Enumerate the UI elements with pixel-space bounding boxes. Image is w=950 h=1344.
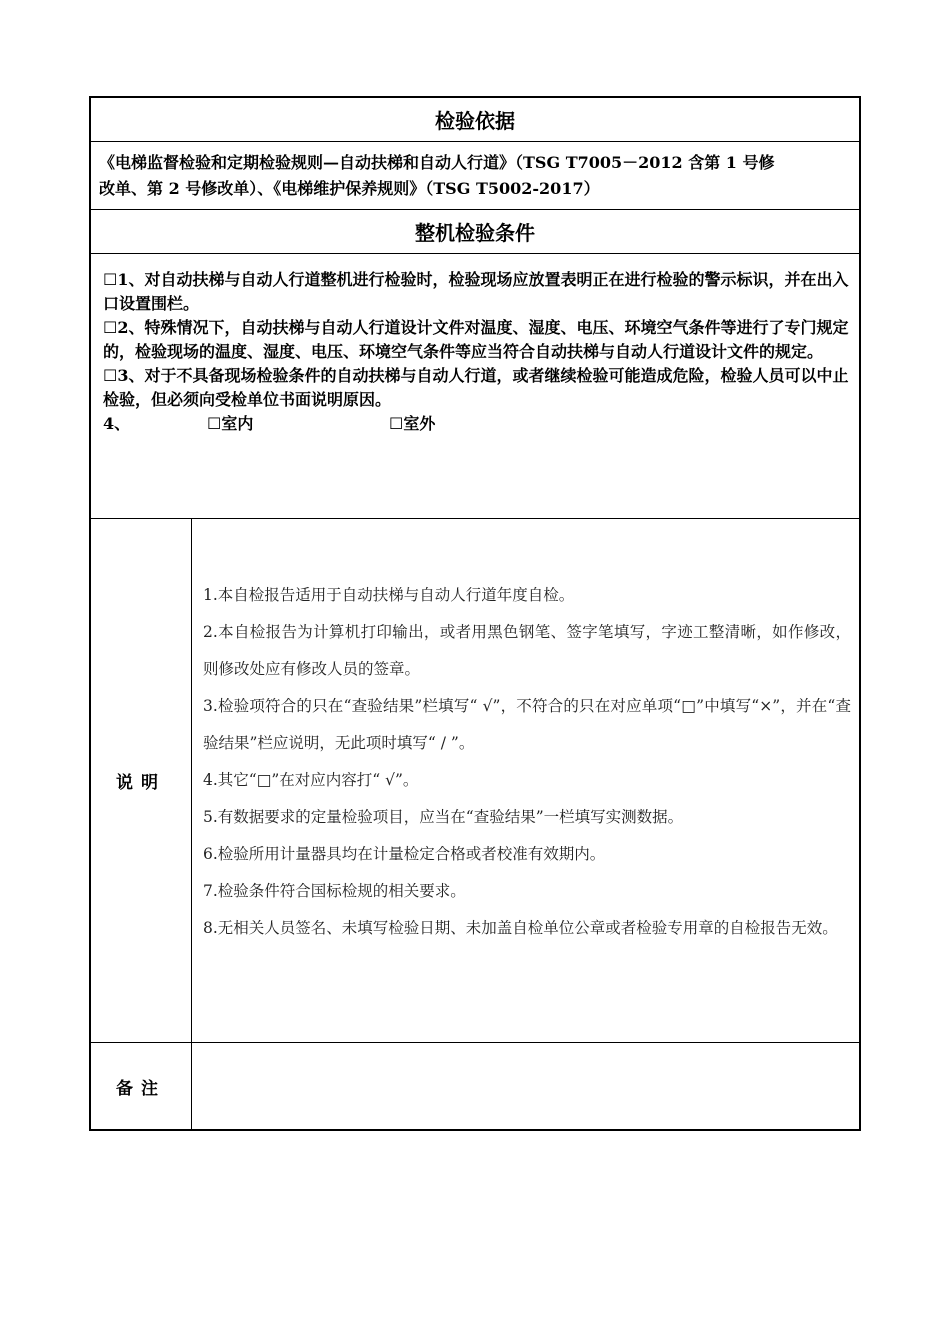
option-outdoor[interactable] bbox=[389, 412, 435, 436]
note-item-6: 6.检验所用计量器具均在计量检定合格或者校准有效期内。 bbox=[203, 845, 606, 863]
remarks-field[interactable] bbox=[192, 1043, 859, 1129]
option-outdoor-label: 室外 bbox=[403, 414, 436, 433]
condition-item-3-text: 3、对于不具备现场检验条件的自动扶梯与自动人行道，或者继续检验可能造成危险，检验人员可以中止检验，但必须向受检单位书面说明原因。 bbox=[103, 366, 849, 409]
condition-item-2 bbox=[103, 316, 853, 364]
conditions-body-row bbox=[91, 254, 859, 519]
conditions-title: 整机检验条件 bbox=[415, 221, 535, 245]
condition-item-4 bbox=[103, 412, 853, 436]
condition-item-1 bbox=[103, 268, 853, 316]
condition-item-1-text: 1、对自动扶梯与自动人行道整机进行检验时，检验现场应放置表明正在进行检验的警示标识，并在出入口设置围栏。 bbox=[103, 270, 849, 313]
basis-title: 检验依据 bbox=[435, 109, 515, 133]
checkbox-indoor[interactable]: ☐ bbox=[207, 414, 222, 433]
basis-text-row bbox=[91, 142, 859, 210]
condition-item-3 bbox=[103, 364, 853, 412]
note-item-1: 1.本自检报告适用于自动扶梯与自动人行道年度自检。 bbox=[203, 586, 575, 604]
checkbox-outdoor[interactable]: ☐ bbox=[389, 414, 404, 433]
condition-item-4-number: 4、 bbox=[103, 414, 131, 433]
notes-row bbox=[91, 519, 859, 1043]
note-item-8: 8.无相关人员签名、未填写检验日期、未加盖自检单位公章或者检验专用章的自检报告无效。 bbox=[203, 919, 838, 937]
notes-content bbox=[192, 519, 859, 1042]
checkbox-condition-2[interactable]: ☐ bbox=[103, 318, 118, 337]
note-item-3: 3.检验项符合的只在“查验结果”栏填写“ √”，不符合的只在对应单项“□”中填写“×”，并在“查验结果”栏应说明，无此项时填写“ / ”。 bbox=[203, 697, 851, 752]
condition-item-2-text: 2、特殊情况下，自动扶梯与自动人行道设计文件对温度、湿度、电压、环境空气条件等进行了专门规定的，检验现场的温度、湿度、电压、环境空气条件等应当符合自动扶梯与自动人行道设计文件的规定。 bbox=[103, 318, 849, 361]
note-item-7: 7.检验条件符合国标检规的相关要求。 bbox=[203, 882, 466, 900]
checkbox-condition-3[interactable]: ☐ bbox=[103, 366, 118, 385]
basis-line-2: 改单、第 2 号修改单）、《电梯维护保养规则》（TSG T5002-2017） bbox=[99, 179, 600, 198]
inspection-form-table bbox=[89, 96, 861, 1131]
basis-heading-row bbox=[91, 98, 859, 142]
note-item-2: 2.本自检报告为计算机打印输出，或者用黑色钢笔、签字笔填写，字迹工整清晰，如作修改，则修改处应有修改人员的签章。 bbox=[203, 623, 851, 678]
basis-line-1: 《电梯监督检验和定期检验规则—自动扶梯和自动人行道》（TSG T7005－2012 含第 1 号修 bbox=[99, 153, 775, 172]
option-indoor[interactable] bbox=[207, 412, 389, 436]
checkbox-condition-1[interactable]: ☐ bbox=[103, 270, 118, 289]
option-indoor-label: 室内 bbox=[221, 414, 254, 433]
note-item-5: 5.有数据要求的定量检验项目，应当在“查验结果”一栏填写实测数据。 bbox=[203, 808, 684, 826]
note-item-4: 4.其它“□”在对应内容打“ √”。 bbox=[203, 771, 419, 789]
conditions-heading-row bbox=[91, 210, 859, 254]
remarks-label: 备注 bbox=[91, 1043, 192, 1129]
notes-label: 说明 bbox=[91, 519, 192, 1042]
remarks-row bbox=[91, 1043, 859, 1129]
